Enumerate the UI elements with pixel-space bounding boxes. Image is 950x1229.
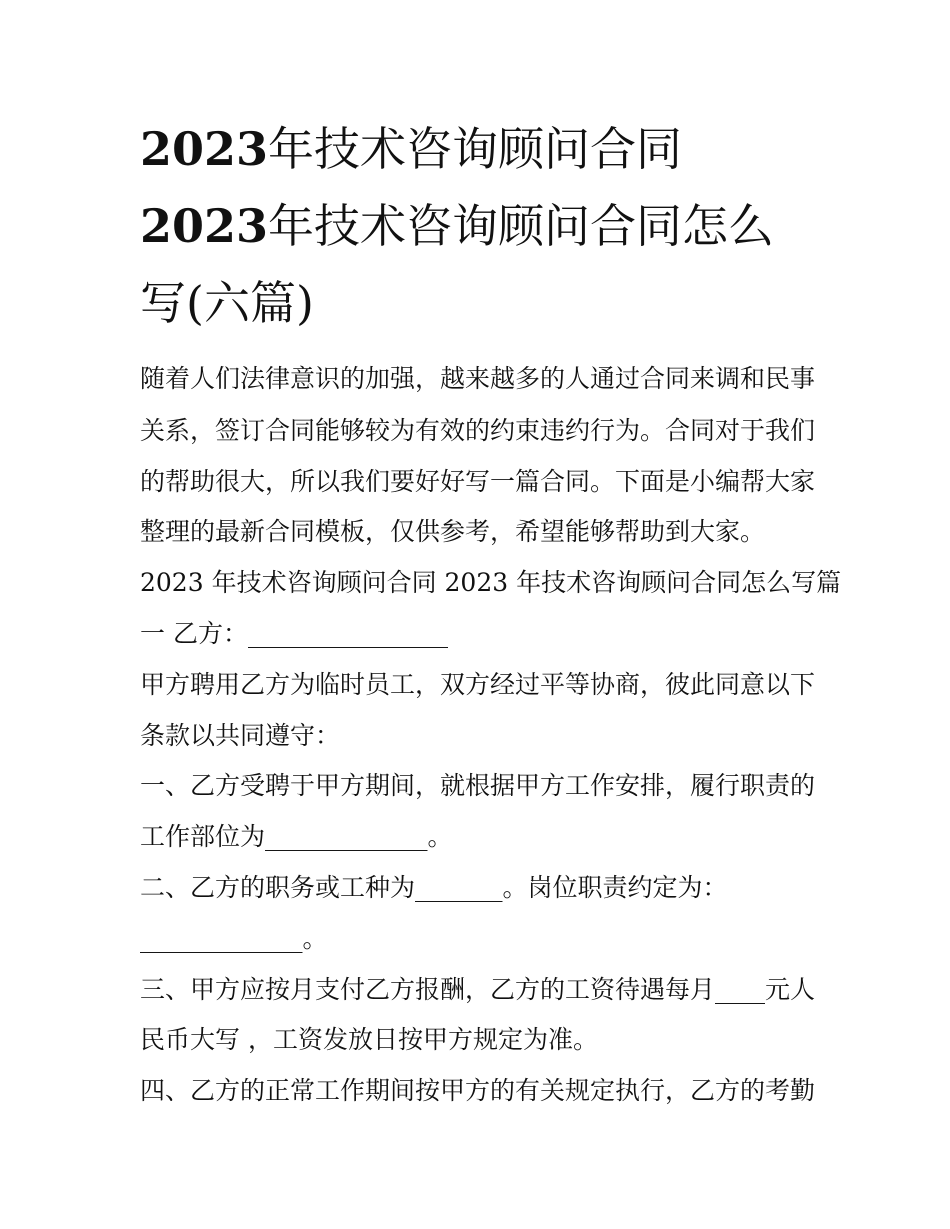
- clause2-line-1: 二、乙方的职务或工种为_______。岗位职责约定为：: [140, 873, 728, 902]
- clause3-line-2: 民币大写 ，工资发放日按甲方规定为准。: [140, 1025, 598, 1054]
- title-text-2: 年技术咨询顾问合同怎么: [268, 199, 775, 253]
- title-line-3: [140, 276, 840, 330]
- section-heading-line-2: 一 乙方：________________: [140, 619, 448, 648]
- paragraph1-line-2: 条款以共同遵守：: [140, 721, 341, 750]
- intro-line-1: 随着人们法律意识的加强，越来越多的人通过合同来调和民事: [140, 364, 816, 393]
- title-line-1: [140, 122, 840, 176]
- title-text-3: 写(六篇): [140, 276, 314, 330]
- title-year-1: 2023: [140, 122, 269, 176]
- clause4-line-1: 四、乙方的正常工作期间按甲方的有关规定执行，乙方的考勤: [140, 1076, 816, 1105]
- clause1-line-1: 一、乙方受聘于甲方期间，就根据甲方工作安排，履行职责的: [140, 771, 816, 800]
- title-text-1: 年技术咨询顾问合同: [268, 122, 683, 176]
- title-line-2: [140, 199, 840, 253]
- intro-line-3: 的帮助很大，所以我们要好好写一篇合同。下面是小编帮大家: [140, 467, 816, 496]
- clause2-line-2: _____________。: [140, 924, 328, 953]
- title-year-2: 2023: [140, 199, 269, 253]
- intro-line-4: 整理的最新合同模板，仅供参考，希望能够帮助到大家。: [140, 517, 766, 546]
- paragraph1-line-1: 甲方聘用乙方为临时员工，双方经过平等协商，彼此同意以下: [140, 670, 816, 699]
- clause3-line-1: 三、甲方应按月支付乙方报酬，乙方的工资待遇每月____元人: [140, 975, 816, 1004]
- section-heading-line-1: 2023 年技术咨询顾问合同 2023 年技术咨询顾问合同怎么写篇: [140, 568, 842, 597]
- intro-line-2: 关系，签订合同能够较为有效的约束违约行为。合同对于我们: [140, 416, 816, 445]
- clause1-line-2: 工作部位为_____________。: [140, 822, 453, 851]
